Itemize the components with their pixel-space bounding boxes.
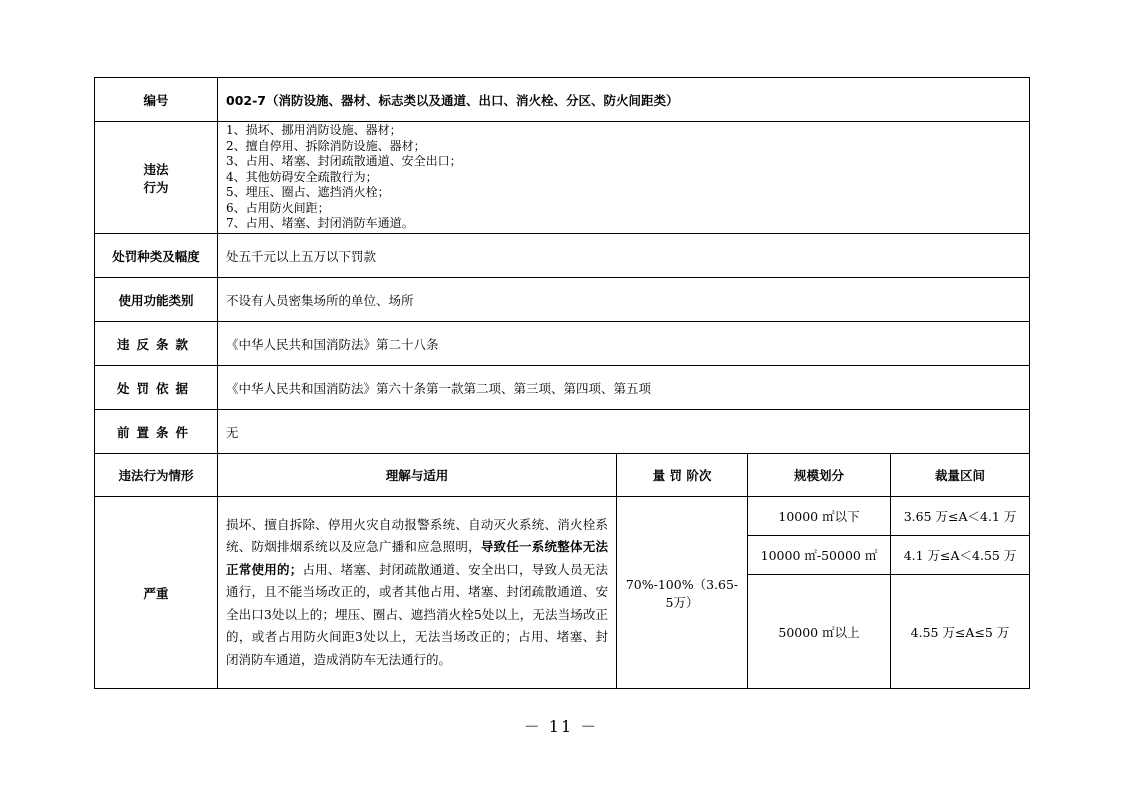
violation-item: 7、占用、堵塞、封闭消防车通道。	[226, 216, 414, 231]
violation-label	[95, 122, 218, 234]
function-row	[95, 278, 1030, 322]
scale-tier-1: 10000 ㎡以下	[748, 497, 891, 536]
range-tier-1: 3.65 万≤A＜4.1 万	[891, 497, 1030, 536]
function-value: 不设有人员密集场所的单位、场所	[218, 278, 1030, 322]
precondition-value: 无	[218, 410, 1030, 454]
header-scale: 规模划分	[748, 454, 891, 497]
severe-desc-bold: 导致任一系统整体无法正常使用的；	[226, 539, 608, 577]
precondition-label: 前置条件	[95, 410, 218, 454]
severe-penalty-level: 70%-100%（3.65-5万）	[617, 497, 748, 689]
clause-value: 《中华人民共和国消防法》第二十八条	[218, 322, 1030, 366]
number-value: 002-7（消防设施、器材、标志类以及通道、出口、消火栓、分区、防火间距类）	[218, 78, 1030, 122]
penalty-type-label: 处罚种类及幅度	[95, 234, 218, 278]
severe-desc-part2: 占用、堵塞、封闭疏散通道、安全出口，导致人员无法通行，且不能当场改正的，或者其他占用、堵塞、封闭疏散通道、安全出口3处以上的；埋压、圈占、遮挡消火栓5处以上，无法当场改正的，或者占用防火间距3处以上，无法当场改正的；占用、堵塞、封闭消防车通道，造成消防车无法通行的。	[226, 561, 608, 667]
violation-item: 6、占用防火间距；	[226, 200, 330, 215]
regulation-table	[94, 77, 1030, 689]
severe-description	[218, 497, 617, 689]
number-label: 编号	[95, 78, 218, 122]
header-penalty-level: 量 罚 阶次	[617, 454, 748, 497]
function-label: 使用功能类别	[95, 278, 218, 322]
violation-item: 4、其他妨碍安全疏散行为；	[226, 169, 378, 184]
table-header-row	[95, 454, 1030, 497]
violation-label-line1: 违法	[143, 161, 169, 177]
severe-label: 严重	[95, 497, 218, 689]
number-row	[95, 78, 1030, 122]
scale-tier-2: 10000 ㎡-50000 ㎡	[748, 536, 891, 575]
scale-tier-3: 50000 ㎡以上	[748, 575, 891, 689]
basis-row	[95, 366, 1030, 410]
basis-value: 《中华人民共和国消防法》第六十条第一款第二项、第三项、第四项、第五项	[218, 366, 1030, 410]
header-situation: 违法行为情形	[95, 454, 218, 497]
basis-label: 处罚依据	[95, 366, 218, 410]
penalty-type-row	[95, 234, 1030, 278]
range-tier-2: 4.1 万≤A＜4.55 万	[891, 536, 1030, 575]
violation-item: 2、擅自停用、拆除消防设施、器材；	[226, 138, 426, 153]
clause-row	[95, 322, 1030, 366]
violation-row	[95, 122, 1030, 234]
header-understanding: 理解与适用	[218, 454, 617, 497]
penalty-type-value: 处五千元以上五万以下罚款	[218, 234, 1030, 278]
clause-label: 违反条款	[95, 322, 218, 366]
violation-item: 3、占用、堵塞、封闭疏散通道、安全出口；	[226, 154, 462, 169]
page-number: － 11 －	[523, 717, 599, 736]
violation-item: 1、损坏、挪用消防设施、器材；	[226, 123, 402, 138]
violation-list	[218, 122, 1030, 234]
precondition-row	[95, 410, 1030, 454]
severe-desc-part1: 损坏、擅自拆除、停用火灾自动报警系统、自动灭火系统、消火栓系统、防烟排烟系统以及应急广播和应急照明，	[226, 516, 608, 555]
range-tier-3: 4.55 万≤A≤5 万	[891, 575, 1030, 689]
severe-row-1	[95, 497, 1030, 536]
violation-label-line2: 行为	[143, 179, 169, 195]
violation-item: 5、埋压、圈占、遮挡消火栓；	[226, 185, 390, 200]
header-range: 裁量区间	[891, 454, 1030, 497]
